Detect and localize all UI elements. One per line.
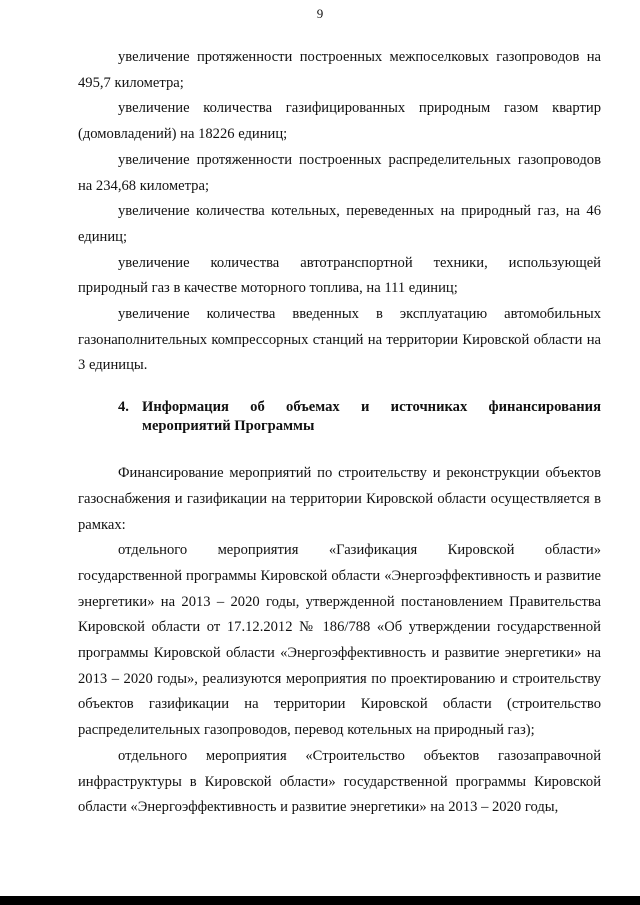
paragraph: увеличение количества автотранспортной техники, использующей природный газ в качестве моторного топлива, на 111 единиц; — [78, 254, 601, 297]
paragraph: увеличение количества введенных в эксплуатацию автомобильных газонаполнительных компрессорных станций на территории Кировской области на 3 единицы. — [78, 306, 601, 374]
section-title-line-1: Информация об объемах и источниках финансирования — [142, 399, 601, 416]
section-title-line-2: мероприятий Программы — [142, 418, 315, 435]
paragraph: увеличение протяженности построенных распределительных газопроводов на 234,68 километра; — [78, 151, 601, 194]
paragraph: отдельного мероприятия «Газификация Кировской области» государственной программы Кировской области «Энергоэффективность и развитие энергетики» на 2013 – 2020 годы, утвержденной постановлением Правительства Кировской области от 17.12.2012 № 186/788 «Об утверждении государственной программы Кировской области «Энергоэффективность и развитие энергетики» на 2013 – 2020 годы», реализуются мероприятия по проектированию и строительству объектов газификации на территории Кировской области (строительство распределительных газопроводов, перевод котельных на природный газ); — [78, 542, 601, 739]
page-number: 9 — [316, 6, 324, 21]
paragraph: отдельного мероприятия «Строительство объектов газозаправочной инфраструктуры в Кировской области» государственной программы Кировской области «Энергоэффективность и развитие энергетики» на 2013 – 2020 годы, — [78, 747, 601, 816]
section-number: 4. — [118, 399, 129, 416]
scan-edge-bar — [0, 896, 640, 905]
section-title — [142, 398, 601, 436]
section-heading — [78, 398, 601, 436]
paragraph: увеличение количества газифицированных природным газом квартир (домовладений) на 18226 единиц; — [78, 100, 601, 143]
paragraph: увеличение протяженности построенных межпоселковых газопроводов на 495,7 километра; — [78, 49, 601, 91]
paragraph: Финансирование мероприятий по строительству и реконструкции объектов газоснабжения и газификации на территории Кировской области осуществляется в рамках: — [78, 465, 601, 533]
paragraph: увеличение количества котельных, переведенных на природный газ, на 46 единиц; — [78, 203, 601, 245]
document-body — [78, 45, 601, 821]
